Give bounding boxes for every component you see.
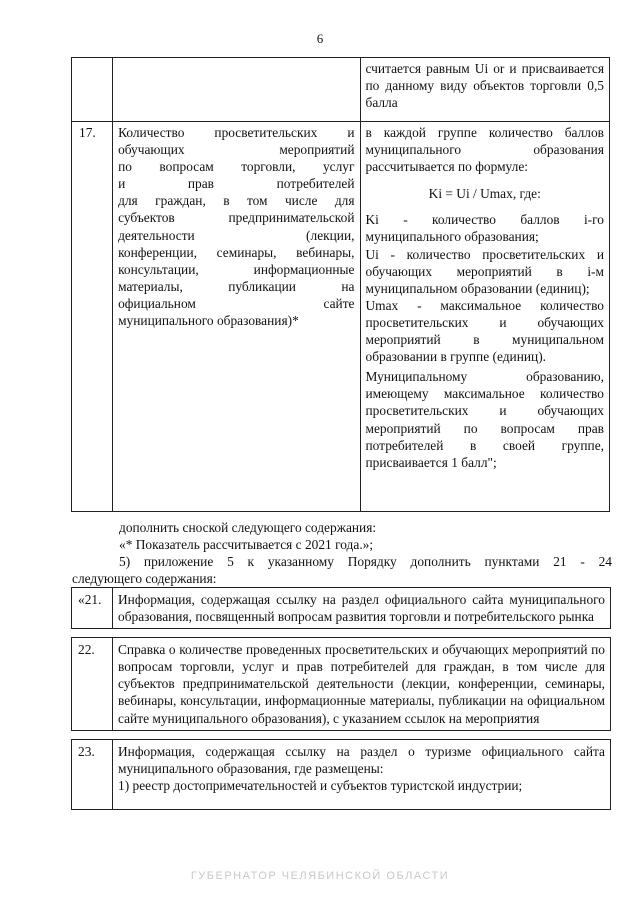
- indicator-line: субъектов предпринимательской: [118, 210, 355, 226]
- row-number-cell: 23.: [72, 739, 113, 809]
- table-row: [72, 588, 611, 629]
- note-line: следующего содержания:: [72, 571, 217, 587]
- method-cell: [360, 122, 610, 512]
- row-text-cell: Справка о количестве проведенных просветительских и обучающих мероприятий по вопросам торговли, услуг и прав потребителей для граждан, в том числе для субъектов предпринимательской деятельности (лекции, конференции, семинары, вебинары, консультации, информационные материалы, публикации на официальном сайте муниципального образования), с указанием ссылок на мероприятия: [113, 638, 611, 730]
- row-number-cell: 17.: [72, 122, 113, 512]
- indicator-line: Количество просветительских и: [118, 125, 355, 140]
- indicator-cell: [113, 58, 360, 122]
- table-row: [72, 638, 611, 730]
- definition: Umax - максимальное количество просветительских и обучающих мероприятий в муниципальном образовании в группе (единиц).: [365, 297, 604, 365]
- indicator-line: деятельности (лекции,: [118, 227, 355, 243]
- method-text: считается равным Ui or и присваивается по данному виду объектов торговли 0,5 балла: [365, 61, 604, 111]
- indicator-line: и прав потребителей: [118, 176, 355, 192]
- table-row: [72, 58, 610, 122]
- note-line: «* Показатель рассчитывается с 2021 года.»;: [119, 537, 374, 553]
- indicator-line: материалы, публикации на: [118, 278, 355, 294]
- table-row: [72, 122, 610, 512]
- indicator-line: по вопросам торговли, услуг: [118, 159, 355, 175]
- row-gap: [72, 629, 611, 638]
- row-text-cell: [113, 739, 611, 809]
- indicator-line: конференции, семинары, вебинары,: [118, 244, 355, 260]
- criteria-table: [71, 57, 610, 512]
- page-number: 6: [316, 31, 324, 46]
- row-text-cell: Информация, содержащая ссылку на раздел официального сайта муниципального образования, посвященный вопросам развития торговли и потребительского рынка: [113, 588, 611, 629]
- row-number-cell: 22.: [72, 638, 113, 730]
- definition: Муниципальному образованию, имеющему максимальное количество просветительских и обучающих мероприятий по вопросам прав потребителей в своей группе, присваивается 1 балл";: [365, 369, 604, 470]
- indicator-line: муниципального образования)*: [118, 313, 299, 329]
- note-line: 5) приложение 5 к указанному Порядку дополнить пунктами 21 - 24: [119, 554, 612, 570]
- indicator-line: для граждан, в том числе для: [118, 193, 355, 209]
- amendment-notes: [72, 519, 612, 587]
- footer-watermark: ГУБЕРНАТОР ЧЕЛЯБИНСКОЙ ОБЛАСТИ: [190, 870, 450, 882]
- formula: Ki = Ui / Umax, где:: [428, 186, 541, 202]
- row-number-cell: «21.: [72, 588, 113, 629]
- definition: Ui - количество просветительских и обучающих мероприятий в i-м муниципальном образовании (единиц);: [365, 246, 604, 296]
- row-gap: [72, 730, 611, 739]
- indicator-line: официальном сайте: [118, 295, 355, 311]
- note-line: дополнить сноской следующего содержания:: [119, 520, 377, 535]
- method-intro: в каждой группе количество баллов муниципального образования рассчитывается по формуле:: [365, 125, 604, 175]
- indicator-line: консультации, информационные: [118, 261, 355, 277]
- table-row: [72, 739, 611, 809]
- indicator-cell: [113, 122, 360, 512]
- indicator-line: обучающих мероприятий: [118, 142, 355, 158]
- row-text: Информация, содержащая ссылку на раздел о туризме официального сайта муниципального образования, где размещены:: [118, 743, 605, 776]
- row-text-extra: 1) реестр достопримечательностей и субъектов туристской индустрии;: [118, 777, 523, 793]
- appendix-table: [71, 587, 611, 810]
- definition: Ki - количество баллов i-го муниципального образования;: [365, 212, 604, 245]
- method-cell: [360, 58, 610, 122]
- row-number-cell: [72, 58, 113, 122]
